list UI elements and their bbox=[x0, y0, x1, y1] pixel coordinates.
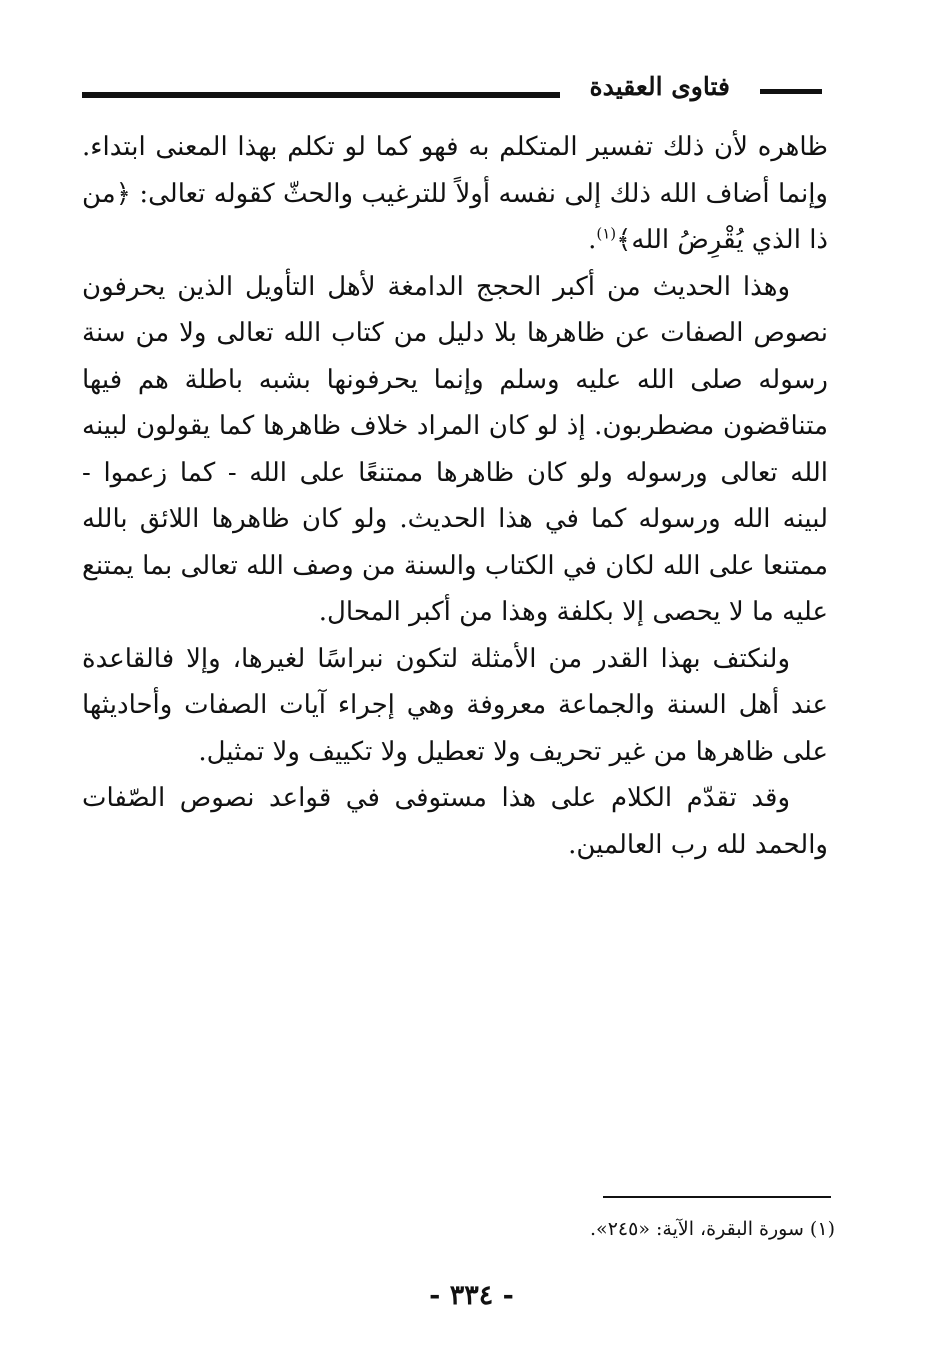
paragraph-2: وهذا الحديث من أكبر الحجج الدامغة لأهل التأويل الذين يحرفون نصوص الصفات عن ظاهرها بلا دليل من كتاب الله تعالى ولا من سنة رسوله صلى الله عليه وسلم وإنما يحرفونها بشبه باطلة هم فيها متناقضون مضطربون. إذ لو كان المراد خلاف ظاهرها كما يقولون لبينه الله تعالى ورسوله ولو كان ظاهرها ممتنعًا على الله - كما زعموا - لبينه الله ورسوله كما في هذا الحديث. ولو كان ظاهرها اللائق بالله ممتنعا على الله لكان في الكتاب والسنة من وصف الله تعالى بما يمتنع عليه ما لا يحصى إلا بكلفة وهذا من أكبر المحال. bbox=[82, 271, 829, 627]
page-number: - ٣٣٤ - bbox=[429, 1280, 514, 1311]
footnote: (١) سورة البقرة، الآية: «٢٤٥». bbox=[590, 1218, 835, 1240]
footnote-reference: (١) bbox=[596, 224, 617, 243]
header-rule-long bbox=[82, 92, 560, 98]
paragraph-1-text: ظاهره لأن ذلك تفسير المتكلم به فهو كما لو تكلم بهذا المعنى ابتداء. وإنما أضاف الله ذلك إلى نفسه أولاً للترغيب والحثّ كقوله تعالى: ﴿من ذا الذي يُقْرِضُ الله﴾ bbox=[82, 132, 828, 255]
body-text bbox=[82, 124, 828, 868]
paragraph-3: ولنكتف بهذا القدر من الأمثلة لتكون نبراسًا لغيرها، وإلا فالقاعدة عند أهل السنة والجماعة معروفة وهي إجراء آيات الصفات وأحاديثها على ظاهرها من غير تحريف ولا تعطيل ولا تكييف ولا تمثيل. bbox=[82, 643, 828, 767]
paragraph-1-end: . bbox=[588, 225, 597, 255]
page-header bbox=[82, 68, 822, 108]
header-rule-short bbox=[760, 89, 822, 94]
running-title: فتاوى العقيدة bbox=[589, 72, 730, 101]
footnote-rule bbox=[603, 1196, 831, 1198]
paragraph-1 bbox=[82, 124, 828, 264]
paragraph-4: وقد تقدّم الكلام على هذا مستوفى في قواعد نصوص الصّفات والحمد لله رب العالمين. bbox=[82, 783, 828, 860]
